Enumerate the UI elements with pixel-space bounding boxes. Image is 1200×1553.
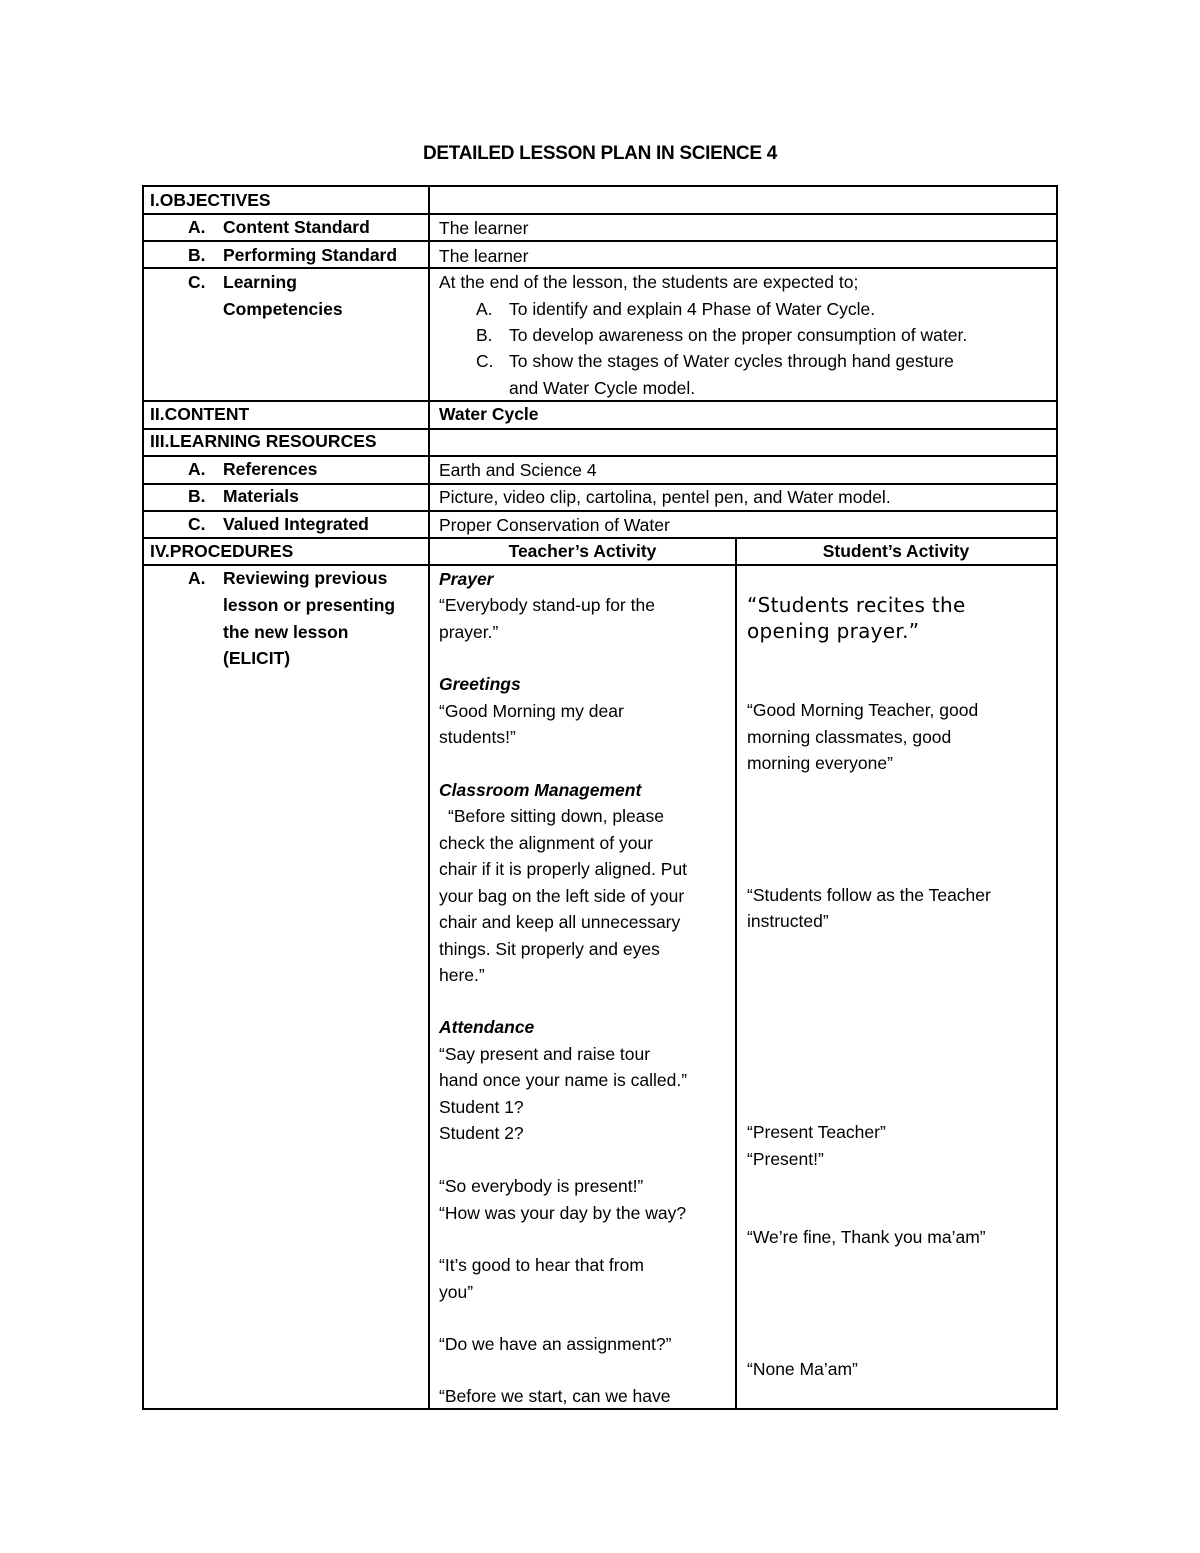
student-line: instructed” xyxy=(747,911,829,931)
materials-value: Picture, video clip, cartolina, pentel pen, and Water model. xyxy=(439,487,891,507)
teacher-line: “Before sitting down, please xyxy=(448,806,664,826)
teacher-line: check the alignment of your xyxy=(439,833,654,853)
column-divider xyxy=(428,185,430,1410)
teacher-line: hand once your name is called.” xyxy=(439,1070,688,1090)
teacher-line: “It’s good to hear that from xyxy=(439,1255,644,1275)
content-standard-label: Content Standard xyxy=(223,217,370,237)
content-value: Water Cycle xyxy=(439,404,539,424)
teacher-line: Student 1? xyxy=(439,1097,524,1117)
objectives-heading: I.OBJECTIVES xyxy=(150,190,271,210)
competency-item: To identify and explain 4 Phase of Water Cycle. xyxy=(509,299,876,319)
step-a-label: Reviewing previous xyxy=(223,568,388,588)
learning-competencies-marker: C. xyxy=(188,272,206,292)
teacher-line: your bag on the left side of your xyxy=(439,886,685,906)
student-line: “Present!” xyxy=(747,1149,824,1169)
teacher-line: “Before we start, can we have xyxy=(439,1386,671,1406)
competency-item-continued: and Water Cycle model. xyxy=(509,378,696,398)
document-title: DETAILED LESSON PLAN IN SCIENCE 4 xyxy=(423,143,777,164)
table-border-right xyxy=(1056,185,1058,1410)
step-a-marker: A. xyxy=(188,568,206,588)
learning-competencies-label: Learning xyxy=(223,272,297,292)
student-activity-header: Student’s Activity xyxy=(822,541,970,561)
student-line: “Good Morning Teacher, good xyxy=(747,700,979,720)
student-line: morning classmates, good xyxy=(747,727,952,747)
references-value: Earth and Science 4 xyxy=(439,460,597,480)
materials-marker: B. xyxy=(188,486,206,506)
student-line: opening prayer.” xyxy=(747,619,920,643)
teacher-line: prayer.” xyxy=(439,622,499,642)
table-border-left xyxy=(142,185,144,1410)
content-standard-marker: A. xyxy=(188,217,206,237)
teacher-line: “Good Morning my dear xyxy=(439,701,624,721)
competencies-intro: At the end of the lesson, the students are expected to; xyxy=(439,272,859,292)
student-line: morning everyone” xyxy=(747,753,893,773)
performing-standard-label: Performing Standard xyxy=(223,245,398,265)
teacher-line: chair if it is properly aligned. Put xyxy=(439,859,688,879)
teacher-line: “Say present and raise tour xyxy=(439,1044,651,1064)
competency-item: To show the stages of Water cycles through hand gesture xyxy=(509,351,954,371)
teacher-line: “Do we have an assignment?” xyxy=(439,1334,672,1354)
attendance-heading: Attendance xyxy=(439,1017,535,1037)
column-divider-activity xyxy=(735,537,737,1410)
step-a-label: (ELICIT) xyxy=(223,648,291,668)
content-standard-value: The learner xyxy=(439,218,529,238)
step-a-label: the new lesson xyxy=(223,622,349,642)
student-line: “None Ma’am” xyxy=(747,1359,858,1379)
performing-standard-marker: B. xyxy=(188,245,206,265)
competency-item: To develop awareness on the proper consumption of water. xyxy=(509,325,968,345)
teacher-line: you” xyxy=(439,1282,474,1302)
teacher-line: Student 2? xyxy=(439,1123,524,1143)
teacher-line: “Everybody stand-up for the xyxy=(439,595,655,615)
classroom-management-heading: Classroom Management xyxy=(439,780,642,800)
teacher-line: chair and keep all unnecessary xyxy=(439,912,681,932)
prayer-heading: Prayer xyxy=(439,569,494,589)
materials-label: Materials xyxy=(223,486,299,506)
table-border-top xyxy=(142,185,1058,187)
student-line: “Students recites the xyxy=(747,593,966,617)
resources-heading: III.LEARNING RESOURCES xyxy=(150,431,377,451)
teacher-activity-header: Teacher’s Activity xyxy=(508,541,657,561)
step-a-label: lesson or presenting xyxy=(223,595,396,615)
references-label: References xyxy=(223,459,318,479)
teacher-line: here.” xyxy=(439,965,485,985)
content-heading: II.CONTENT xyxy=(150,404,250,424)
teacher-line: “So everybody is present!” xyxy=(439,1176,644,1196)
competency-marker: A. xyxy=(476,299,493,319)
valued-value: Proper Conservation of Water xyxy=(439,515,670,535)
performing-standard-value: The learner xyxy=(439,246,529,266)
competency-marker: B. xyxy=(476,325,493,345)
valued-label: Valued Integrated xyxy=(223,514,369,534)
teacher-line: “How was your day by the way? xyxy=(439,1203,687,1223)
teacher-line: students!” xyxy=(439,727,516,747)
greetings-heading: Greetings xyxy=(439,674,521,694)
teacher-line: things. Sit properly and eyes xyxy=(439,939,660,959)
student-line: “We’re fine, Thank you ma’am” xyxy=(747,1227,986,1247)
references-marker: A. xyxy=(188,459,206,479)
student-line: “Students follow as the Teacher xyxy=(747,885,991,905)
procedures-heading: IV.PROCEDURES xyxy=(150,541,294,561)
valued-marker: C. xyxy=(188,514,206,534)
student-line: “Present Teacher” xyxy=(747,1122,886,1142)
learning-competencies-label-2: Competencies xyxy=(223,299,343,319)
competency-marker: C. xyxy=(476,351,494,371)
